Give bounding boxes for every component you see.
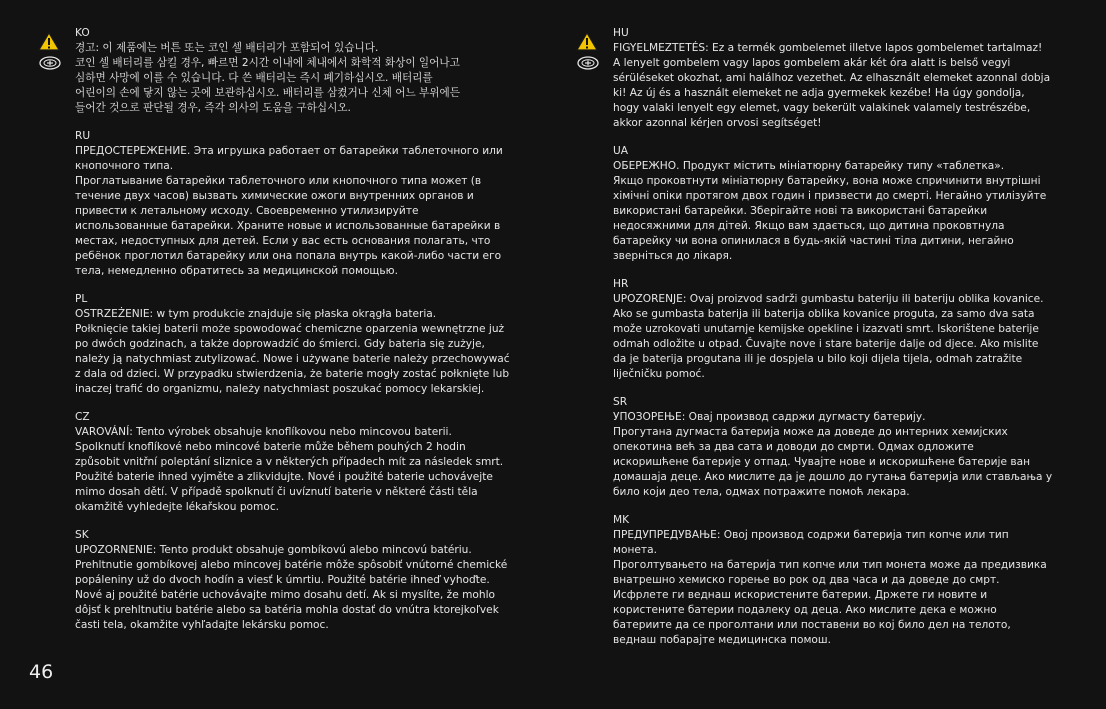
- warning-section-cz: [75, 410, 535, 515]
- button-cell-battery-icon: [576, 55, 600, 71]
- warning-text: УПОЗОРЕЊЕ: Овај производ садржи дугмасту батерију. Прогутана дугмаста батерија може да доведе до интерних хемијских опекотина већ за два сата и доводи до смрти. Одмах одложите искоришћене батерије у отпад. Чувајте нове и искоришћене батерије ван домашаја деце. Ако мислите да је дошло до гутања батерија или стављања у било који део тела, одмах потражите помоћ лекара.: [613, 411, 1053, 498]
- warning-section-pl: [75, 292, 535, 397]
- warning-section-ko: [75, 26, 535, 116]
- warning-triangle-icon: [38, 32, 60, 51]
- warning-section-ru: [75, 129, 535, 279]
- left-column: [75, 26, 535, 646]
- warning-section-sk: [75, 528, 535, 633]
- page-number: 46: [29, 661, 54, 683]
- language-code: HU: [613, 27, 629, 39]
- warning-section-hr: [613, 277, 1073, 382]
- language-code: RU: [75, 130, 91, 142]
- warning-text: 경고: 이 제품에는 버튼 또는 코인 셀 배터리가 포함되어 있습니다. 코인 셀 배터리를 삼킬 경우, 빠르면 2시간 이내에 체내에서 화학적 화상이 일어나고 심하면 사망에 이를 수 있습니다. 다 쓴 배터리는 즉시 폐기하십시오. 배터리를 어린이의 손에 닿지 않는 곳에 보관하십시오. 배터리를 삼켰거나 신체 어느 부위에든 들어간 것으로 판단될 경우, 즉각 의사의 도움을 구하십시오.: [75, 42, 460, 114]
- language-code: CZ: [75, 411, 90, 423]
- warning-triangle-icon: [576, 32, 598, 51]
- language-code: PL: [75, 293, 88, 305]
- language-code: UA: [613, 145, 629, 157]
- language-code: KO: [75, 27, 90, 39]
- warning-text: UPOZORENJE: Ovaj proizvod sadrži gumbastu bateriju ili bateriju oblika kovanice. Ako se gumbasta baterija ili baterija oblika kovanice proguta, za samo dva sata može uzrokovati unutarnje kemijske opekline i izazvati smrt. Iskorištene baterije odmah odložite u otpad. Čuvajte nove i stare baterije dalje od djece. Ako mislite da je baterija progutana ili je dospjela u bilo koji dijela tijela, odmah zatražite liječničku pomoć.: [613, 293, 1044, 380]
- warning-text: ПРЕДОСТЕРЕЖЕНИЕ. Эта игрушка работает от батарейки таблеточного или кнопочного типа. Проглатывание батарейки таблеточного или кнопочного типа может (в течение двух часов) вызвать химические ожоги внутренних органов и привести к летальному исходу. Своевременно утилизируйте использованные батарейки. Храните новые и использованные батарейки в местах, недоступных для детей. Если у вас есть основания полагать, что ребёнок проглотил батарейку или она попала внутрь какой-либо части его тела, немедленно обратитесь за медицинской помощью.: [75, 145, 503, 277]
- warning-icons-left: [38, 32, 62, 71]
- warning-text: FIGYELMEZTETÉS: Ez a termék gombelemet illetve lapos gombelemet tartalmaz! A lenyelt gombelem vagy lapos gombelem akár két óra alatt is belső vegyi sérüléseket okozhat, ami halálhoz vezethet. Az elhasznált elemeket azonnal dobja ki! Az új és a használt elemeket ne adja gyermekek kezébe! Ha úgy gondolja, hogy valaki lenyelt egy elemet, vagy bekerült valakinek valamely testrészébe, akkor azonnal kérjen orvosi segítséget!: [613, 42, 1051, 129]
- warning-section-sr: [613, 395, 1073, 500]
- warning-icons-right: [576, 32, 600, 71]
- warning-text: UPOZORNENIE: Tento produkt obsahuje gombíkovú alebo mincovú batériu. Prehltnutie gombíkovej alebo mincovej batérie môže spôsobiť vnútorné chemické popáleniny už do dvoch hodín a viesť k úmrtiu. Použité batérie ihneď vyhoďte. Nové aj použité batérie uchovávajte mimo dosahu detí. Ak si myslíte, že mohlo dôjsť k prehltnutiu batérie alebo sa batéria mohla dostať do vnútra ktorejkoľvek časti tela, okamžite vyhľadajte lekársku pomoc.: [75, 544, 508, 631]
- warning-section-hu: [613, 26, 1073, 131]
- warning-section-mk: [613, 513, 1073, 648]
- language-code: MK: [613, 514, 630, 526]
- language-code: SK: [75, 529, 89, 541]
- right-column: [613, 26, 1073, 661]
- language-code: SR: [613, 396, 628, 408]
- warning-text: OSTRZEŻENIE: w tym produkcie znajduje się płaska okrągła bateria. Połknięcie takiej baterii może spowodować chemiczne oparzenia wewnętrzne już po dwóch godzinach, a także doprowadzić do śmierci. Gdy bateria się zużyje, należy ją natychmiast zutylizować. Nowe i używane baterie należy przechowywać z dala od dzieci. W przypadku stwierdzenia, że baterie mogły zostać połknięte lub inaczej trafić do organizmu, należy natychmiast poszukać pomocy lekarskiej.: [75, 308, 510, 395]
- language-code: HR: [613, 278, 629, 290]
- button-cell-battery-icon: [38, 55, 62, 71]
- warning-section-ua: [613, 144, 1073, 264]
- warning-text: ПРЕДУПРЕДУВАЊЕ: Овој производ содржи батерија тип копче или тип монета. Проголтувањето на батерија тип копче или тип монета може да предизвика внатрешно хемиско горење во рок од два часа и да доведе до смрт. Исфрлете ги веднаш искористените батерии. Држете ги новите и користените батерии подалеку од деца. Ако мислите дека е можно батериите да се проголтани или поставени во кој било дел на телото, веднаш побарајте медицинска помош.: [613, 529, 1047, 646]
- warning-text: ОБЕРЕЖНО. Продукт містить мініатюрну батарейку типу «таблетка». Якщо проковтнути мініатюрну батарейку, вона може спричинити внутрішні хімічні опіки протягом двох годин і призвести до смерті. Негайно утилізуйте використані батарейки. Зберігайте нові та використані батарейки недосяжними для дітей. Якщо вам здається, що дитина проковтнула батарейку чи вона опинилася в будь-якій частині тіла дитини, негайно зверніться до лікаря.: [613, 160, 1047, 262]
- warning-text: VAROVÁNÍ: Tento výrobek obsahuje knoflíkovou nebo mincovou baterii. Spolknutí knoflíkové nebo mincové baterie může během pouhých 2 hodin způsobit vnitřní poleptání sliznice a v některých případech mít za následek smrt. Použité baterie ihned vyjměte a zlikvidujte. Nové i použité baterie uchovávejte mimo dosah dětí. V případě spolknutí či uvíznutí baterie v některé části těla okamžitě vyhledejte lékařskou pomoc.: [75, 426, 504, 513]
